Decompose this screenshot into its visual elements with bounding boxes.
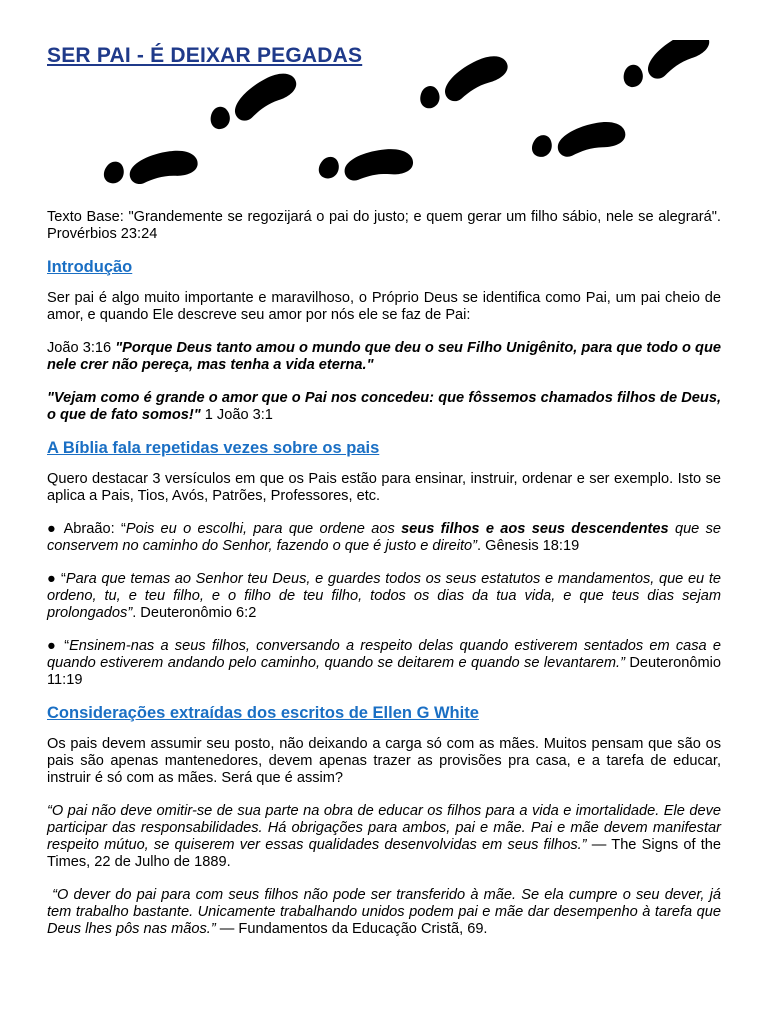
joao-316	[47, 340, 721, 374]
ellen-quote-1-text: “O pai não deve omitir-se de sua parte na obra de educar os filhos para a vida e imortalidade. Ele deve participar das responsabilidades. Há obrigações para ambos, pai e mãe. Pai e mãe devem manifestar respeito mútuo, se quiserem ver essas qualidades desenvolvidas em seus filhos.”	[47, 803, 721, 853]
ellen-quote-2-ref: — Fundamentos da Educação Cristã, 69.	[215, 921, 488, 937]
document-body	[47, 209, 721, 954]
vejam-quote: "Vejam como é grande o amor que o Pai nos concedeu: que fôssemos chamados filhos de Deus, o que de fato somos!"	[47, 390, 721, 423]
footprints-illustration	[90, 40, 730, 200]
bullet-abraao-lead: ● Abraão: “	[47, 521, 126, 537]
base-quote: "Grandemente se regozijará o pai do justo; e quem gerar um filho sábio, nele se alegrará".	[128, 209, 721, 225]
ellen-quote-2-text: “O dever do pai para com seus filhos não pode ser transferido à mãe. Se ela cumpre o seu dever, já tem trabalho bastante. Unicamente trabalhando unidos podem pai e mãe dar desempenho à tarefa que Deus lhes pôs nas mãos.”	[47, 887, 721, 937]
bullet-deut-11-19-quote: Ensinem-nas a seus filhos, conversando a respeito delas quando estiverem sentados em casa e quando estiverem andando pelo caminho, quando se deitarem e quando se levantarem.”	[47, 638, 721, 671]
bullet-abraao-ref: . Gênesis 18:19	[476, 538, 580, 554]
bullet-deut-6-2-lead: ● “	[47, 571, 66, 587]
joao-ref: João 3:16	[47, 340, 112, 356]
heading-introducao: Introdução	[47, 258, 133, 276]
footprint-prints	[102, 40, 715, 189]
bullet-abraao-bold: seus filhos e aos seus descendentes	[401, 521, 669, 537]
bullet-abraao-quote-2: que se conservem no caminho do Senhor, fazendo o que é justo e direito”	[47, 521, 722, 554]
bullet-abraao-quote-1: Pois eu o escolhi, para que ordene aos	[125, 521, 402, 537]
ellen-paragraph: Os pais devem assumir seu posto, não deixando a carga só com as mães. Muitos pensam que são os pais são apenas mantenedores, devem apenas trazer as provisões pra casa, e a tarefa de educar, instruir é só com as mães. Será que é assim?	[47, 736, 721, 786]
base-ref: Provérbios 23:24	[47, 226, 158, 242]
ellen-quote-1-ref: — The Signs of the Times, 22 de Julho de 1889.	[47, 837, 721, 870]
vejam-ref: 1 João 3:1	[204, 407, 273, 423]
page-title: SER PAI - É DEIXAR PEGADAS	[47, 44, 363, 67]
ellen-quote-1	[47, 803, 721, 871]
heading-ellen-white: Considerações extraídas dos escritos de Ellen G White	[47, 704, 479, 722]
bullet-abraao	[47, 521, 721, 555]
bullet-deut-6-2-ref: . Deuteronômio 6:2	[132, 605, 257, 621]
base-text	[47, 209, 721, 243]
heading-biblia: A Bíblia fala repetidas vezes sobre os pais	[47, 439, 380, 457]
base-label: Texto Base:	[47, 209, 124, 225]
biblia-paragraph: Quero destacar 3 versículos em que os Pais estão para ensinar, instruir, ordenar e ser exemplo. Isto se aplica a Pais, Tios, Avós, Patrões, Professores, etc.	[47, 471, 721, 504]
bullet-deut-11-19-ref: Deuteronômio 11:19	[47, 655, 721, 688]
vejam-paragraph	[47, 390, 721, 424]
bullet-deut-6-2	[47, 571, 721, 622]
bullet-deut-6-2-quote: Para que temas ao Senhor teu Deus, e guardes todos os seus estatutos e mandamentos, que eu te ordeno, tu, e teu filho, e o filho de teu filho, todos os dias da tua vida, e que teus dias sejam prolongados”	[47, 571, 721, 621]
intro-paragraph: Ser pai é algo muito importante e maravilhoso, o Próprio Deus se identifica como Pai, um pai cheio de amor, e quando Ele descreve seu amor por nós ele se faz de Pai:	[47, 290, 721, 323]
ellen-quote-2	[47, 887, 721, 938]
bullet-deut-11-19-lead: ● “	[47, 638, 70, 654]
bullet-deut-11-19	[47, 638, 721, 689]
joao-quote: "Porque Deus tanto amou o mundo que deu o seu Filho Unigênito, para que todo o que nele crer não pereça, mas tenha a vida eterna."	[47, 340, 721, 373]
